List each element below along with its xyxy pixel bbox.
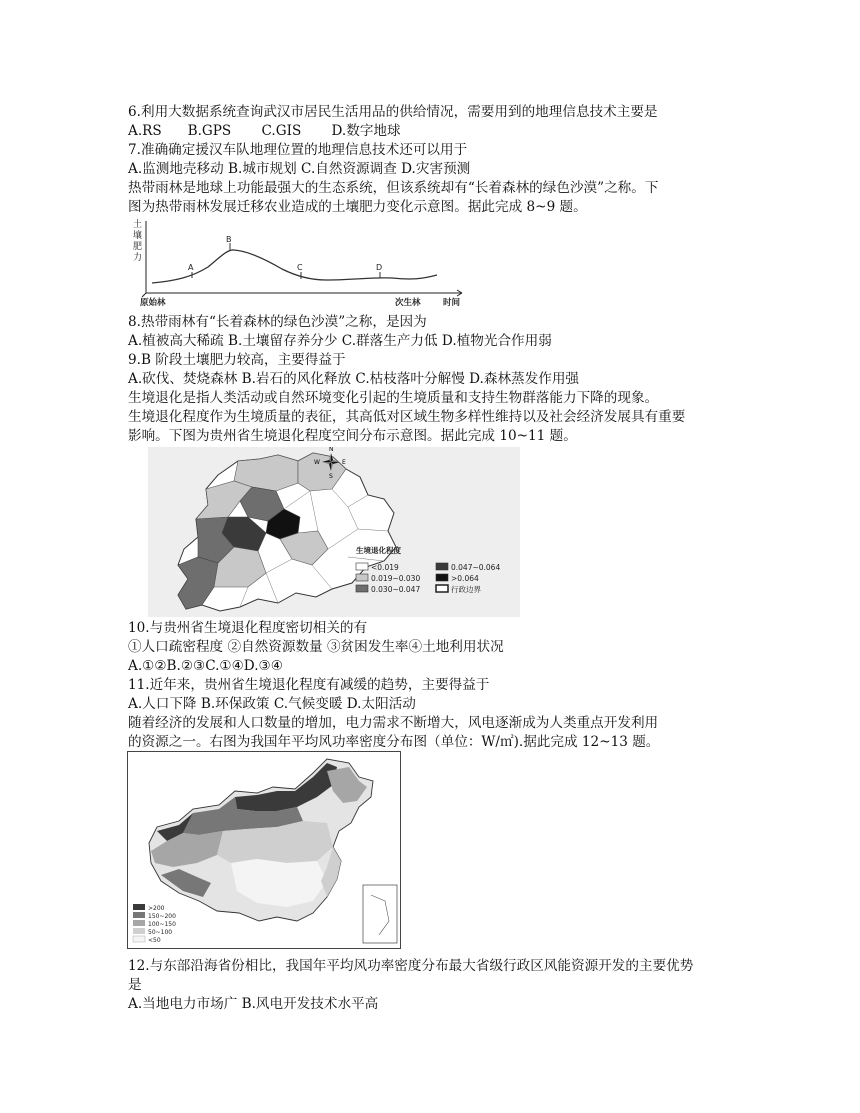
legend-title: 生境退化程度 [356, 546, 401, 555]
ylabel-char: 壤 [133, 231, 143, 241]
q7-options: A.监测地壳移动 B.城市规划 C.自然资源调查 D.灾害预测 [128, 161, 471, 177]
compass-e: E [342, 459, 346, 466]
q10-stem: 10.与贵州省生境退化程度密切相关的有 [128, 620, 368, 636]
south-sea-inset [363, 885, 397, 943]
point-d-label: D [376, 263, 383, 272]
compass-n: N [329, 447, 334, 453]
q10-items: ①人口疏密程度 ②自然资源数量 ③贫困发生率④土地利用状况 [128, 639, 504, 655]
q11-stem: 11.近年来，贵州省生境退化程度有减缓的趋势，主要得益于 [128, 677, 490, 693]
legend-label: 行政边界 [451, 585, 481, 594]
q9-options: A.砍伐、焚烧森林 B.岩石的风化释放 C.枯枝落叶分解慢 D.森林蒸发作用强 [128, 371, 580, 387]
xlabel-secondary-forest: 次生林 [395, 298, 421, 307]
legend-label: 0.030~0.047 [371, 585, 421, 594]
fertility-curve [152, 250, 437, 283]
q7-stem: 7.准确确定援汉车队地理位置的地理信息技术还可以用于 [128, 142, 468, 158]
intro-10-11-line1: 生境退化是指人类活动或自然环境变化引起的生境质量和支持生物群落能力下降的现象。 [128, 390, 659, 406]
guizhou-degradation-map [148, 447, 520, 617]
intro-12-13-line1: 随着经济的发展和人口数量的增加，电力需求不断增大，风电逐渐成为人类重点开发利用 [128, 715, 659, 731]
compass-s: S [329, 473, 333, 480]
q6-options: A.RS B.GPS C.GIS D.数字地球 [128, 123, 401, 139]
ylabel-char: 力 [133, 253, 143, 263]
intro-12-13-line2: 的资源之一。右图为我国年平均风功率密度分布图（单位：W/㎡).据此完成 12~13 题。 [128, 734, 660, 750]
point-b-label: B [226, 235, 232, 244]
legend-label: >200 [148, 905, 165, 912]
legend-label: 100~150 [148, 921, 176, 928]
intro-8-9-line2: 图为热带雨林发展迁移农业造成的土壤肥力变化示意图。据此完成 8~9 题。 [128, 199, 587, 215]
legend-label: 50~100 [148, 929, 173, 936]
q12-stem-line2: 是 [128, 977, 142, 993]
legend-label: <50 [148, 937, 161, 944]
q12-stem-line1: 12.与东部沿海省份相比，我国年平均风功率密度分布最大省级行政区风能资源开发的主要优势 [128, 958, 694, 974]
intro-10-11-line3: 影响。下图为贵州省生境退化程度空间分布示意图。据此完成 10~11 题。 [128, 428, 577, 444]
legend-label: 0.019~0.030 [371, 574, 421, 583]
legend-label: 150~200 [148, 913, 176, 920]
legend-label: 0.047~0.064 [451, 563, 501, 572]
q10-options: A.①②B.②③C.①④D.③④ [128, 658, 283, 674]
china-wind-density-map [127, 751, 401, 949]
q8-stem: 8.热带雨林有“长着森林的绿色沙漠”之称，是因为 [128, 314, 427, 330]
q6-stem: 6.利用大数据系统查询武汉市居民生活用品的供给情况，需要用到的地理信息技术主要是 [128, 104, 658, 120]
q9-stem: 9.B 阶段土壤肥力较高，主要得益于 [128, 352, 346, 368]
compass-w: W [314, 459, 320, 466]
xlabel-time: 时间 [443, 298, 461, 307]
intro-10-11-line2: 生境退化程度作为生境质量的表征，其高低对区域生物多样性维持以及社会经济发展具有重要 [128, 409, 686, 425]
legend-label: >0.064 [451, 574, 479, 583]
ylabel-char: 肥 [133, 242, 143, 252]
q11-options: A.人口下降 B.环保政策 C.气候变暖 D.太阳活动 [128, 696, 416, 712]
xlabel-primary-forest: 原始林 [140, 298, 166, 307]
soil-fertility-chart [130, 217, 475, 307]
intro-8-9-line1: 热带雨林是地球上功能最强大的生态系统，但该系统却有“长着森林的绿色沙漠”之称。下 [128, 180, 659, 196]
point-c-label: C [297, 263, 303, 272]
q8-options: A.植被高大稀疏 B.土壤留存养分少 C.群落生产力低 D.植物光合作用弱 [128, 333, 552, 349]
point-a-label: A [188, 263, 194, 272]
legend-label: <0.019 [371, 563, 399, 572]
ylabel-char: 土 [133, 220, 143, 230]
q12-options: A.当地电力市场广 B.风电开发技术水平高 [128, 996, 379, 1012]
